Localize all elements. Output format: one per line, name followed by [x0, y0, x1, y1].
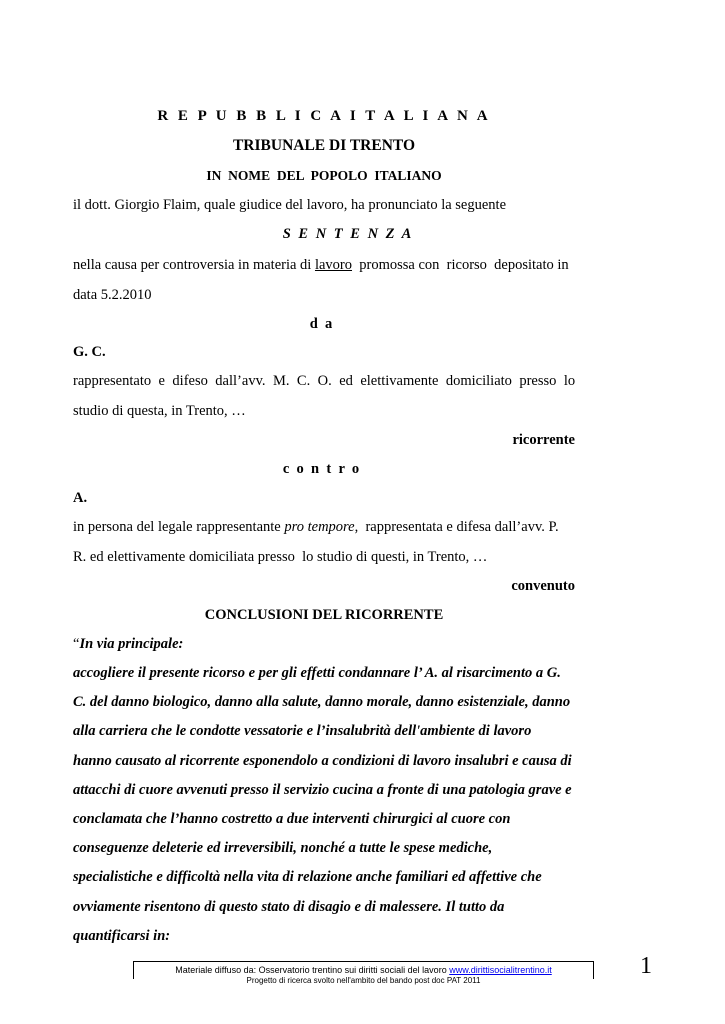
- conclusioni-line: attacchi di cuore avvenuti presso il servizio cucina a fronte di una patologia grave e: [73, 782, 572, 798]
- footer-text: Materiale diffuso da: Osservatorio trentino sui diritti sociali del lavoro: [175, 965, 450, 975]
- cause-line-2: data 5.2.2010: [73, 287, 152, 303]
- conclusioni-line: accogliere il presente ricorso e per gli effetti condannare l’ A. al risarcimento a G.: [73, 665, 561, 681]
- cause-lavoro: lavoro: [314, 257, 353, 273]
- page-number: 1: [640, 953, 652, 979]
- header-republic: R E P U B B L I C A I T A L I A N A: [157, 108, 491, 124]
- ricorrente-desc-line-1: [73, 373, 575, 390]
- footer-line-2: Progetto di ricerca svolto nell'ambito del bando post doc PAT 2011: [246, 976, 481, 985]
- ricorrente-name: G. C.: [73, 344, 106, 360]
- conclusioni-line: quantificarsi in:: [73, 928, 171, 944]
- convenuto-label: convenuto: [511, 578, 575, 594]
- principale-line: [73, 636, 575, 653]
- footer: [133, 961, 594, 985]
- cause-text-b: promossa con ricorso depositato in: [352, 257, 569, 273]
- footer-line-1: [134, 965, 593, 975]
- cause-line-1: [73, 257, 575, 274]
- contro-heading: c o n t r o: [282, 461, 360, 477]
- conclusioni-line: conseguenze deleterie ed irreversibili, nonché a tutte le spese mediche,: [73, 840, 493, 856]
- convenuto-desc-line-1: [73, 519, 575, 536]
- ricorrente-desc-text-1: rappresentato e difeso dall’avv. M. C. O. ed elettivamente domiciliato presso lo: [73, 373, 576, 389]
- header-court: TRIBUNALE DI TRENTO: [232, 137, 416, 154]
- open-quote: “: [73, 636, 80, 652]
- header-in-name: IN NOME DEL POPOLO ITALIANO: [206, 168, 442, 183]
- ricorrente-label: ricorrente: [512, 432, 575, 448]
- sentenza-heading: S E N T E N Z A: [282, 226, 414, 242]
- conclusioni-line: conclamata che l’hanno costretto a due interventi chirurgici al cuore con: [73, 811, 511, 827]
- ricorrente-desc-line-2: studio di questa, in Trento, …: [73, 403, 246, 419]
- da-heading: d a: [309, 316, 333, 332]
- principale-label: In via principale:: [79, 636, 184, 652]
- convenuto-desc-text-b: , rappresentata e difesa dall’avv. P.: [354, 519, 559, 535]
- conclusioni-line: C. del danno biologico, danno alla salute, danno morale, danno esistenziale, danno: [73, 694, 571, 710]
- intro-text: il dott. Giorgio Flaim, quale giudice del lavoro, ha pronunciato la seguente: [73, 197, 507, 213]
- convenuto-desc-line-2: R. ed elettivamente domiciliata presso lo studio di questi, in Trento, …: [73, 549, 488, 565]
- conclusioni-line: ovviamente risentono di questo stato di disagio e di malessere. Il tutto da: [73, 899, 505, 915]
- conclusioni-line: hanno causato al ricorrente esponendolo a condizioni di lavoro insalubri e causa di: [73, 753, 572, 769]
- conclusioni-title: CONCLUSIONI DEL RICORRENTE: [204, 607, 444, 623]
- conclusioni-line: specialistiche e difficoltà nella vita di relazione anche familiari ed affettive che: [73, 869, 542, 885]
- footer-link[interactable]: www.dirittisocialitrentino.it: [449, 965, 552, 975]
- convenuto-name: A.: [73, 490, 88, 506]
- conclusioni-line: alla carriera che le condotte vessatorie e l’insalubrità dell'ambiente di lavoro: [73, 723, 532, 739]
- convenuto-desc-text-a: in persona del legale rappresentante: [73, 519, 285, 535]
- cause-text-a: nella causa per controversia in materia di: [73, 257, 315, 273]
- pro-tempore: pro tempore: [284, 519, 355, 535]
